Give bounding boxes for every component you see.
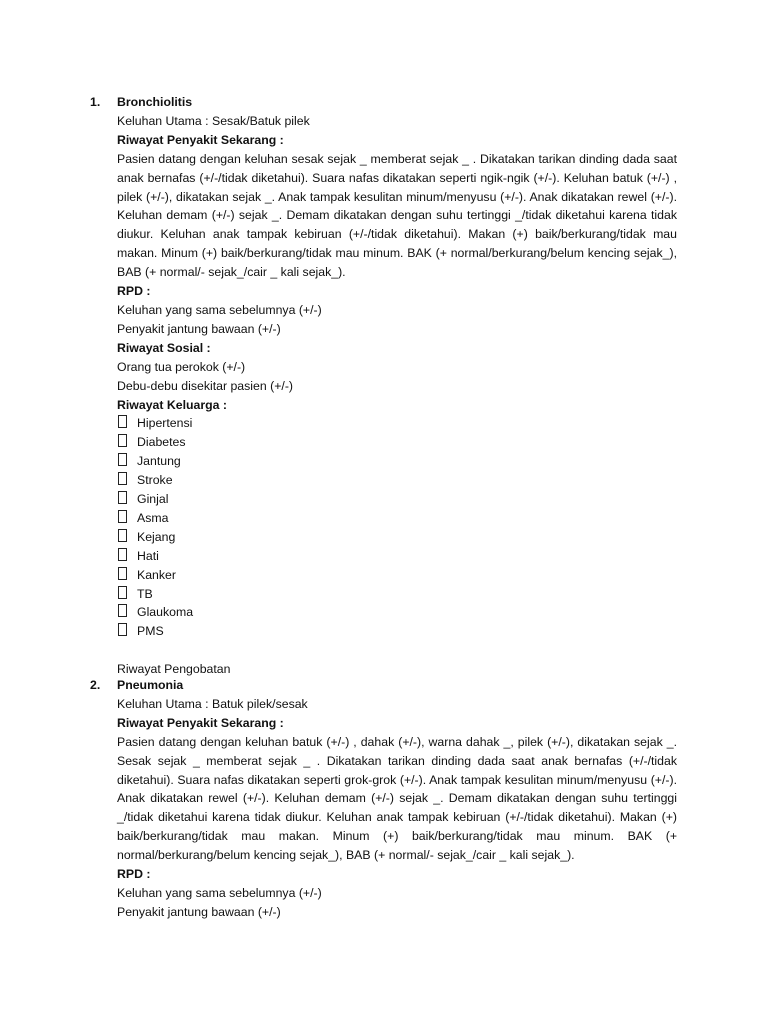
checkbox-icon[interactable] xyxy=(118,415,127,428)
rpd-item: Keluhan yang sama sebelumnya (+/-) xyxy=(117,302,322,317)
rpd-item: Penyakit jantung bawaan (+/-) xyxy=(117,904,281,919)
checklist-label: Kanker xyxy=(137,567,176,582)
checkbox-icon[interactable] xyxy=(118,472,127,485)
checklist-label: Kejang xyxy=(137,529,176,544)
checklist-label: Glaukoma xyxy=(137,605,194,620)
checklist-label: Jantung xyxy=(137,454,181,469)
checklist-item[interactable] xyxy=(117,603,677,622)
keluarga-heading: Riwayat Keluarga : xyxy=(117,397,228,412)
checkbox-icon[interactable] xyxy=(118,510,127,523)
sosial-heading: Riwayat Sosial : xyxy=(117,340,211,355)
section-number: 2. xyxy=(90,678,101,692)
rpd-heading: RPD : xyxy=(117,867,151,882)
rps-text: Pasien datang dengan keluhan sesak sejak _ memberat sejak _ . Dikatakan tarikan dinding dada saat anak bernafas (+/-/tidak diketahui). Suara nafas dikatakan seperti ngik-ngik (+/-). Keluhan batuk (+/-) , pilek (+/-), dikatakan sejak _. Anak tampak kesulitan minum/menyusu (+/-). Anak dikatakan rewel (+/-). Keluhan demam (+/-) sejak _. Demam dikatakan dengan suhu tertinggi _/tidak diketahui karena tidak diukur. Keluhan anak tampak kebiruan (+/-/tidak diketahui). Makan (+) baik/berkurang/tidak mau makan. Minum (+) baik/berkurang/tidak mau minum. BAK (+ normal/berkurang/belum kencing sejak_), BAB (+ normal/- sejak_/cair _ kali sejak_). xyxy=(117,151,677,280)
section-content xyxy=(117,93,677,679)
checklist-item[interactable] xyxy=(117,585,677,604)
checklist-item[interactable] xyxy=(117,452,677,471)
checkbox-icon[interactable] xyxy=(118,586,127,599)
checkbox-icon[interactable] xyxy=(118,529,127,542)
checklist-item[interactable] xyxy=(117,490,677,509)
checklist-label: TB xyxy=(137,586,153,601)
rpd-item: Keluhan yang sama sebelumnya (+/-) xyxy=(117,885,322,900)
checklist-label: Asma xyxy=(137,510,169,525)
checkbox-icon[interactable] xyxy=(118,548,127,561)
spacer xyxy=(117,641,677,660)
pengobatan-heading: Riwayat Pengobatan xyxy=(117,662,231,677)
sosial-item: Orang tua perokok (+/-) xyxy=(117,359,246,374)
checklist-item[interactable] xyxy=(117,471,677,490)
section-title: Bronchiolitis xyxy=(117,95,193,109)
checkbox-icon[interactable] xyxy=(118,623,127,636)
rps-heading: Riwayat Penyakit Sekarang : xyxy=(117,132,284,147)
checklist-item[interactable] xyxy=(117,433,677,452)
checklist-label: Diabetes xyxy=(137,435,186,450)
checklist-label: Ginjal xyxy=(137,492,169,507)
checklist-item[interactable] xyxy=(117,528,677,547)
section-title: Pneumonia xyxy=(117,678,184,692)
rps-heading: Riwayat Penyakit Sekarang : xyxy=(117,715,284,730)
checklist-label: Hipertensi xyxy=(137,416,193,431)
checkbox-icon[interactable] xyxy=(118,453,127,466)
checklist-item[interactable] xyxy=(117,566,677,585)
checkbox-icon[interactable] xyxy=(118,434,127,447)
checkbox-icon[interactable] xyxy=(118,604,127,617)
sosial-item: Debu-debu disekitar pasien (+/-) xyxy=(117,378,294,393)
rpd-item: Penyakit jantung bawaan (+/-) xyxy=(117,321,281,336)
rps-text: Pasien datang dengan keluhan batuk (+/-) , dahak (+/-), warna dahak _, pilek (+/-), dikatakan sejak _. Sesak sejak _ memberat sejak _ . Dikatakan tarikan dinding dada saat anak bernafas (+/-/tidak diketahui). Suara nafas dikatakan seperti grok-grok (+/-). Anak tampak kesulitan minum/menyusu (+/-). Anak dikatakan rewel (+/-). Keluhan demam (+/-) sejak _. Demam dikatakan dengan suhu tertinggi _/tidak diketahui karena tidak diukur. Keluhan anak tampak kebiruan (+/-/tidak diketahui). Makan (+) baik/berkurang/tidak mau makan. Minum (+) baik/berkurang/tidak mau minum. BAK (+ normal/berkurang/belum kencing sejak_), BAB (+ normal/- sejak_/cair _ kali sejak_). xyxy=(117,734,677,863)
keluhan-utama: Keluhan Utama : Sesak/Batuk pilek xyxy=(117,113,310,128)
section-content xyxy=(117,676,677,922)
checkbox-icon[interactable] xyxy=(118,491,127,504)
keluhan-utama: Keluhan Utama : Batuk pilek/sesak xyxy=(117,696,308,711)
checkbox-icon[interactable] xyxy=(118,567,127,580)
rpd-heading: RPD : xyxy=(117,284,151,299)
checklist-item[interactable] xyxy=(117,547,677,566)
checklist-label: Stroke xyxy=(137,473,173,488)
checklist-item[interactable] xyxy=(117,414,677,433)
checklist-item[interactable] xyxy=(117,622,677,641)
checklist-label: PMS xyxy=(137,624,164,639)
section-number: 1. xyxy=(90,95,101,109)
checklist-label: Hati xyxy=(137,548,159,563)
checklist-item[interactable] xyxy=(117,509,677,528)
